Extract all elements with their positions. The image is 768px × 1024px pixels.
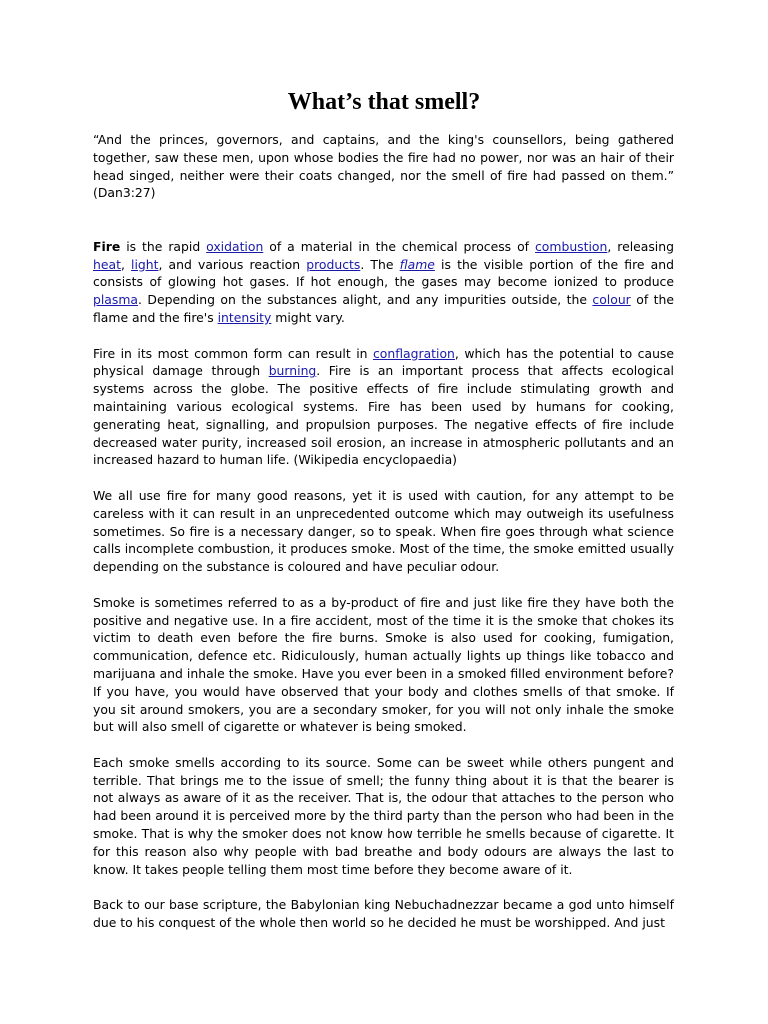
paragraph-scripture: Back to our base scripture, the Babylonian king Nebuchadnezzar became a god unto himself due to his conquest of the whole then world so he decided he must be worshipped. And just [93,897,674,931]
text-span: . The [360,256,400,272]
term-fire: Fire [93,238,121,254]
link-burning[interactable]: burning [268,363,317,379]
link-intensity[interactable]: intensity [217,309,272,325]
text-span: of the flame and the fire's [93,292,674,325]
text-span: Fire in its most common form can result in [93,345,373,361]
text-span: , and various reaction [158,256,307,272]
link-light[interactable]: light [131,256,159,272]
paragraph-fire-definition [93,238,674,327]
text-span: is the visible portion of the fire and consists of glowing hot gases. If hot enough, the gases may become ionized to produce [93,256,674,290]
paragraph-fire-effects [93,345,674,470]
paragraph-fire-caution: We all use fire for many good reasons, yet it is used with caution, for any attempt to be careless with it can result in an unprecedented outcome which may outweigh its usefulness sometimes. So fire is a necessary danger, so to speak. When fire goes through what science calls incomplete combustion, it produces smoke. Most of the time, the smoke emitted usually depending on the substance is coloured and have peculiar odour. [93,487,674,575]
text-span: is the rapid [120,238,207,254]
article-body [93,131,674,932]
link-flame[interactable]: flame [399,256,435,272]
link-combustion[interactable]: combustion [534,238,608,254]
link-heat[interactable]: heat [93,256,121,272]
text-span: , which has the potential to cause physical damage through [93,345,675,379]
link-colour[interactable]: colour [592,292,631,308]
link-conflagration[interactable]: conflagration [372,345,455,361]
scripture-quote: “And the princes, governors, and captains, and the king's counsellors, being gathered together, saw these men, upon whose bodies the fire had no power, nor was an hair of their head singed, neither were their coats changed, nor the smell of fire had passed on them.” (Dan3:27) [93,132,674,201]
link-oxidation[interactable]: oxidation [206,238,264,254]
text-span: might vary. [271,309,345,325]
link-plasma[interactable]: plasma [93,292,139,308]
link-products[interactable]: products [306,256,361,272]
paragraph-smell: Each smoke smells according to its source. Some can be sweet while others pungent and terrible. That brings me to the issue of smell; the funny thing about it is that the bearer is not always as aware of it as the receiver. That is, the odour that attaches to the person who had been around it is perceived more by the third party than the person who had been in the smoke. That is why the smoker does not know how terrible he smells because of cigarette. It for this reason also why people with bad breathe and body odours are always the last to know. It takes people telling them most time before they become aware of it. [93,754,674,877]
page-title: What’s that smell? [287,89,481,115]
text-span: , releasing [607,238,674,254]
text-span: , [120,256,132,272]
paragraph-smoke: Smoke is sometimes referred to as a by-product of fire and just like fire they have both the positive and negative use. In a fire accident, most of the time it is the smoke that chokes its victim to death even before the fire burns. Smoke is also used for cooking, fumigation, communication, defence etc. Ridiculously, human actually lights up things like tobacco and marijuana and inhale the smoke. Have you ever been in a smoked filled environment before? If you have, you would have observed that your body and clothes smells of that smoke. If you sit around smokers, you are a secondary smoker, for you will not only inhale the smoke but will also smell of cigarette or whatever is being smoked. [93,594,674,735]
text-span: of a material in the chemical process of [263,238,535,254]
text-span: . Depending on the substances alight, and any impurities outside, the [138,292,593,308]
text-span: . Fire is an important process that affects ecological systems across the globe. The positive effects of fire include stimulating growth and maintaining various ecological systems. Fire has been used by humans for cooking, generating heat, signalling, and propulsion purposes. The negative effects of fire include decreased water purity, increased soil erosion, an increase in atmospheric pollutants and an increased hazard to human life. (Wikipedia encyclopaedia) [93,363,674,468]
